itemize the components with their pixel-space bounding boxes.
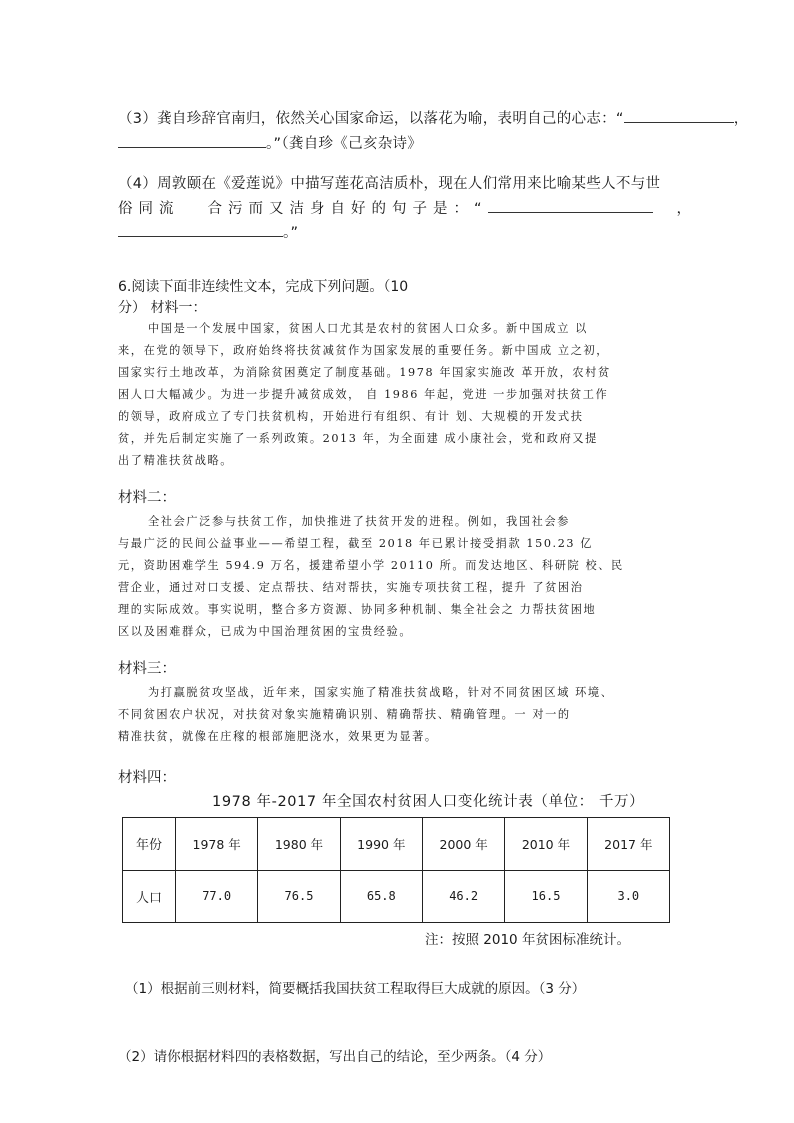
material1-line: 国家实行土地改革，为消除贫困奠定了制度基础。1978 年国家实施改 革开放，农村贫	[118, 366, 611, 379]
q4-line-2	[118, 197, 691, 218]
year-cell: 1980 年	[258, 818, 340, 871]
population-cell: 3.0	[587, 870, 669, 923]
q3-answer-blank-2[interactable]	[118, 133, 266, 148]
q4-line-1: （4）周敦颐在《爱莲说》中描写莲花高洁质朴，现在人们常用来比喻某些人不与世	[118, 176, 661, 192]
table-row-population	[123, 870, 670, 923]
q3-source: 。”（龚自珍《己亥杂诗》	[266, 136, 423, 152]
q6-heading-line-1: 6.阅读下面非连续性文本，完成下列问题。（10	[118, 279, 409, 295]
q4-end: 。”	[283, 225, 299, 241]
year-cell: 2017 年	[587, 818, 669, 871]
material1-line: 的领导，政府成立了专门扶贫机构，开始进行有组织、有计 划、大规模的开发式扶	[118, 410, 584, 423]
q3-line-2	[118, 132, 422, 153]
q4-answer-blank-2[interactable]	[118, 222, 283, 237]
sub-question-1: （1）根据前三则材料，简要概括我国扶贫工程取得巨大成就的原因。（3 分）	[125, 981, 586, 997]
population-cell: 65.8	[340, 870, 422, 923]
material2-line: 理的实际成效。事实说明，整合多方资源、协同多种机制、集全社会之 力帮扶贫困地	[118, 603, 597, 616]
material3-line: 为打赢脱贫攻坚战，近年来，国家实施了精准扶贫战略，针对不同贫困区域 环境、	[148, 686, 614, 699]
population-cell: 77.0	[176, 870, 258, 923]
table-title: 1978 年-2017 年全国农村贫困人口变化统计表（单位： 千万）	[212, 794, 645, 810]
q6-heading-line-2: 分） 材料一：	[118, 300, 207, 316]
population-cell: 46.2	[422, 870, 504, 923]
year-cell: 2010 年	[505, 818, 587, 871]
material1-line: 中国是一个发展中国家，贫困人口尤其是农村的贫困人口众多。新中国成立 以	[148, 322, 588, 335]
q4-comma: ，	[676, 201, 692, 217]
q4-line-3	[118, 221, 298, 242]
population-cell: 16.5	[505, 870, 587, 923]
material1-line: 出了精准扶贫战略。	[118, 454, 234, 467]
material3-line: 精准扶贫，就像在庄稼的根部施肥浇水，效果更为显著。	[118, 730, 438, 743]
material1-line: 困人口大幅减少。为进一步提升减贫成效， 自 1986 年起，党进 一步加强对扶贫工作	[118, 388, 609, 401]
material2-line: 营企业，通过对口支援、定点帮扶、结对帮扶，实施专项扶贫工程，提升 了贫困治	[118, 581, 584, 594]
q3-line-1	[118, 107, 749, 128]
q4-line2-a: 俗同流	[118, 201, 180, 217]
material1-line: 来，在党的领导下，政府始终将扶贫减贫作为国家发展的重要任务。新中国成 立之初，	[118, 344, 610, 357]
year-cell: 2000 年	[422, 818, 504, 871]
row-label-population: 人口	[123, 870, 176, 923]
material3-title: 材料三：	[118, 661, 176, 677]
q4-answer-blank-1[interactable]	[488, 198, 653, 213]
q3-prompt: （3）龚自珍辞官南归，依然关心国家命运，以落花为喻，表明自己的心志：“	[118, 111, 624, 127]
material3-body	[118, 682, 614, 748]
material1-body	[118, 318, 611, 472]
material2-line: 区以及困难群众，已成为中国治理贫困的宝贵经验。	[118, 625, 413, 638]
q4-line2-b: 合污而又洁身自好的句子是：“	[207, 201, 488, 217]
year-cell: 1990 年	[340, 818, 422, 871]
q3-answer-blank-1[interactable]	[624, 108, 734, 123]
material2-line: 与最广泛的民间公益事业——希望工程，截至 2018 年已累计接受捐款 150.23 亿	[118, 537, 594, 550]
material2-line: 全社会广泛参与扶贫工作，加快推进了扶贫开发的进程。例如，我国社会参	[148, 515, 570, 528]
material1-line: 贫，并先后制定实施了一系列政策。2013 年，为全面建 成小康社会，党和政府又提	[118, 432, 598, 445]
material2-body	[118, 511, 624, 643]
population-cell: 76.5	[258, 870, 340, 923]
sub-question-2: （2）请你根据材料四的表格数据，写出自己的结论，至少两条。（4 分）	[118, 1049, 552, 1065]
material2-title: 材料二：	[118, 490, 176, 506]
poverty-population-table	[122, 817, 670, 923]
year-cell: 1978 年	[176, 818, 258, 871]
table-row-years	[123, 818, 670, 871]
material4-title: 材料四：	[118, 770, 176, 786]
q3-comma: ，	[733, 111, 749, 127]
table-note: 注：按照 2010 年贫困标准统计。	[425, 932, 630, 948]
material2-line: 元，资助困难学生 594.9 万名，援建希望小学 20110 所。而发达地区、科研院 校、民	[118, 559, 624, 572]
material3-line: 不同贫困农户状况，对扶贫对象实施精确识别、精确帮扶、精确管理。一 对一的	[118, 708, 571, 721]
row-label-year: 年份	[123, 818, 176, 871]
